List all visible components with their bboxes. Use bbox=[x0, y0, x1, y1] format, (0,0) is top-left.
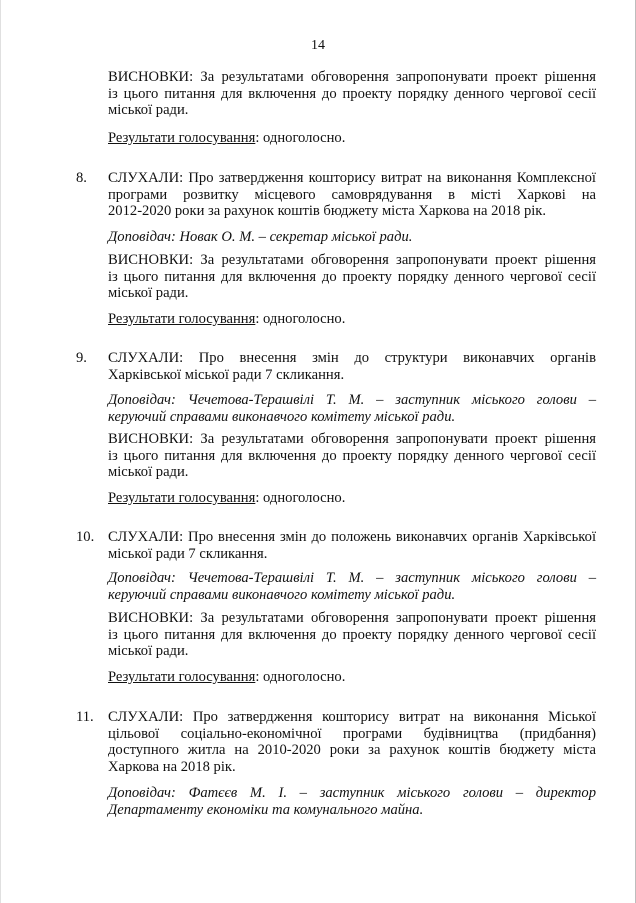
heard-line: програми розвитку місцевого самоврядування в місті Харкові на bbox=[108, 186, 596, 203]
speaker-line: керуючий справами виконавчого комітету міської ради. bbox=[108, 408, 456, 425]
conclusion-line: міської ради. bbox=[108, 643, 189, 659]
vote-label: Результати голосування bbox=[108, 669, 256, 685]
speaker-line: Доповідач: Чечетова-Терашвілі Т. М. – заступник міського голови – bbox=[108, 570, 596, 586]
heard-line: СЛУХАЛИ: Про затвердження кошторису витрат на виконання Міської bbox=[108, 709, 596, 725]
conclusion-line: із цього питання для включення до проекту порядку денного чергової сесії bbox=[108, 268, 596, 285]
speaker-line: керуючий справами виконавчого комітету міської ради. bbox=[108, 586, 456, 603]
heard-line: СЛУХАЛИ: Про затвердження кошторису витрат на виконання Комплексної bbox=[108, 170, 596, 186]
vote-result bbox=[108, 490, 596, 507]
heard-line: доступного житла на 2010-2020 роки за рахунок коштів бюджету міста bbox=[108, 742, 596, 758]
heard-line: СЛУХАЛИ: Про внесення змін до структури виконавчих органів bbox=[108, 350, 596, 366]
item-9-vote bbox=[108, 490, 596, 507]
item-11-heard bbox=[76, 709, 596, 775]
conclusion-line: ВИСНОВКИ: За результатами обговорення запропонувати проект рішення bbox=[108, 431, 596, 447]
item-11-speaker bbox=[108, 785, 596, 818]
speaker-line: Доповідач: Фатєєв М. І. – заступник міського голови – директор bbox=[108, 785, 596, 801]
heard-line: Харківської міської ради 7 скликання. bbox=[108, 366, 345, 383]
top-conclusion bbox=[108, 69, 596, 119]
speaker-line: Доповідач: Чечетова-Терашвілі Т. М. – заступник міського голови – bbox=[108, 392, 596, 408]
vote-value: : одноголосно. bbox=[255, 311, 346, 327]
item-number: 10. bbox=[76, 529, 95, 545]
item-8-speaker bbox=[108, 229, 596, 246]
conclusion-line: міської ради. bbox=[108, 464, 189, 480]
item-number: 8. bbox=[76, 170, 87, 186]
item-8-vote bbox=[108, 311, 596, 328]
conclusion-line: міської ради. bbox=[108, 102, 189, 118]
item-number: 11. bbox=[76, 709, 94, 725]
item-number: 9. bbox=[76, 350, 87, 366]
conclusion-line: міської ради. bbox=[108, 285, 189, 301]
speaker-line: Доповідач: Новак О. М. – секретар міської ради. bbox=[108, 229, 413, 245]
vote-label: Результати голосування bbox=[108, 130, 256, 146]
conclusion-line: ВИСНОВКИ: За результатами обговорення запропонувати проект рішення bbox=[108, 252, 596, 268]
item-9-speaker bbox=[108, 392, 596, 425]
heard-line: міської ради 7 скликання. bbox=[108, 545, 268, 562]
item-8-conclusion bbox=[108, 252, 596, 302]
item-9-heard bbox=[76, 350, 596, 383]
vote-label: Результати голосування bbox=[108, 311, 256, 327]
heard-line: 2012-2020 роки за рахунок коштів бюджету міста Харкова на 2018 рік. bbox=[108, 203, 547, 219]
page-number: 14 bbox=[311, 38, 325, 53]
vote-result bbox=[108, 669, 596, 686]
vote-value: : одноголосно. bbox=[255, 130, 346, 146]
heard-line: Харкова на 2018 рік. bbox=[108, 758, 236, 775]
item-9-conclusion bbox=[108, 431, 596, 481]
scan-edge-left bbox=[0, 0, 1, 903]
item-10-speaker bbox=[108, 570, 596, 603]
conclusion-line: із цього питання для включення до проекту порядку денного чергової сесії bbox=[108, 447, 596, 464]
item-8-heard bbox=[76, 170, 596, 220]
heard-line: СЛУХАЛИ: Про внесення змін до положень виконавчих органів Харківської bbox=[108, 529, 596, 545]
vote-label: Результати голосування bbox=[108, 490, 256, 506]
item-10-vote bbox=[108, 669, 596, 686]
vote-result bbox=[108, 130, 596, 147]
conclusion-line: із цього питання для включення до проекту порядку денного чергової сесії bbox=[108, 85, 596, 102]
heard-line: цільової соціально-економічної програми будівництва (придбання) bbox=[108, 725, 596, 742]
vote-value: : одноголосно. bbox=[255, 669, 346, 685]
top-vote bbox=[108, 130, 596, 147]
item-10-conclusion bbox=[108, 610, 596, 660]
vote-result bbox=[108, 311, 596, 328]
speaker-line: Департаменту економіки та комунального майна. bbox=[108, 801, 424, 818]
vote-value: : одноголосно. bbox=[255, 490, 346, 506]
item-10-heard bbox=[76, 529, 596, 562]
conclusion-line: ВИСНОВКИ: За результатами обговорення запропонувати проект рішення bbox=[108, 610, 596, 626]
conclusion-line: із цього питання для включення до проекту порядку денного чергової сесії bbox=[108, 626, 596, 643]
conclusion-line: ВИСНОВКИ: За результатами обговорення запропонувати проект рішення bbox=[108, 69, 596, 85]
